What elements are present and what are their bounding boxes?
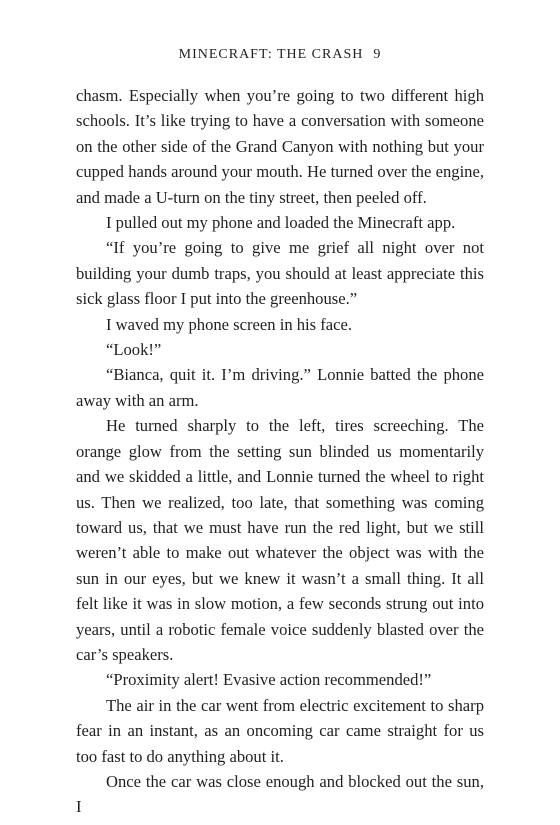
running-title: MINECRAFT: THE CRASH <box>178 47 364 62</box>
paragraph: The air in the car went from electric excitement to sharp fear in an instant, as an oncoming car came straight for us too fast to do anything about it. <box>76 695 484 766</box>
paragraph: I pulled out my phone and loaded the Minecraft app. <box>106 213 456 233</box>
paragraph: “Bianca, quit it. I’m driving.” Lonnie batted the phone away with an arm. <box>76 365 484 410</box>
body-text <box>76 83 484 820</box>
paragraph-continued: chasm. Especially when you’re going to two different high schools. It’s like trying to have a conversation with someone on the other side of the Grand Canyon with nothing but your cupped hands around your mouth. He turned over the engine, and made a U-turn on the tiny street, then peeled off. <box>76 86 484 207</box>
paragraph: “If you’re going to give me grief all night over not building your dumb traps, you should at least appreciate this sick glass floor I put into the greenhouse.” <box>76 238 484 309</box>
paragraph: I waved my phone screen in his face. <box>106 314 353 334</box>
paragraph-runs-over: Once the car was close enough and blocked out the sun, I <box>76 771 484 817</box>
paragraph: “Proximity alert! Evasive action recommended!” <box>106 670 432 690</box>
running-head <box>0 47 560 63</box>
paragraph: “Look!” <box>106 340 162 360</box>
page-number: 9 <box>373 47 382 62</box>
paragraph: He turned sharply to the left, tires screeching. The orange glow from the setting sun blinded us momentarily and we skidded a little, and Lonnie turned the wheel to right us. Then we realized, too late, that something was coming toward us, that we must have run the red light, but we still weren’t able to make out whatever the object was with the sun in our eyes, but we knew it wasn’t a small thing. It all felt like it was in slow motion, a few seconds strung out into years, until a robotic female voice suddenly blasted over the car’s speakers. <box>76 416 484 664</box>
